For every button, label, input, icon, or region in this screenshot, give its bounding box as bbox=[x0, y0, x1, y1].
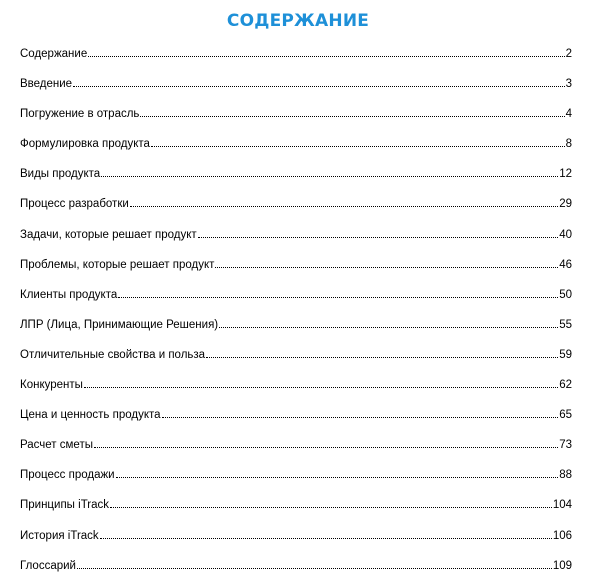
toc-page-number[interactable]: 12 bbox=[559, 168, 572, 181]
toc-dot-leader bbox=[130, 205, 558, 207]
toc-dot-leader bbox=[162, 416, 559, 418]
toc-entry-title[interactable]: Введение bbox=[20, 78, 73, 91]
toc-entry-title[interactable]: Цена и ценность продукта bbox=[20, 409, 161, 422]
toc-entry-title[interactable]: Принципы iTrack bbox=[20, 499, 110, 512]
toc-entry-title[interactable]: Проблемы, которые решает продукт bbox=[20, 258, 215, 271]
toc-heading: СОДЕРЖАНИЕ bbox=[226, 11, 370, 31]
toc-dot-leader bbox=[100, 537, 552, 539]
toc-entry[interactable] bbox=[20, 196, 572, 226]
toc-entry-title[interactable]: Процесс продажи bbox=[20, 469, 115, 482]
toc-entry-title[interactable]: Содержание bbox=[20, 48, 88, 60]
toc-entry[interactable] bbox=[20, 136, 572, 166]
toc-dot-leader bbox=[73, 85, 565, 87]
toc-page-number[interactable]: 109 bbox=[552, 559, 572, 572]
toc-page-number[interactable]: 88 bbox=[559, 469, 572, 482]
toc-dot-leader bbox=[215, 266, 558, 268]
toc-page-number[interactable]: 104 bbox=[552, 499, 572, 512]
toc-entry[interactable] bbox=[20, 166, 572, 196]
toc-entry-title[interactable]: Процесс разработки bbox=[20, 198, 129, 211]
toc-dot-leader bbox=[88, 55, 564, 57]
toc-page-number[interactable]: 106 bbox=[552, 529, 572, 542]
toc-entry[interactable] bbox=[20, 558, 572, 588]
toc-dot-leader bbox=[151, 145, 565, 147]
toc-dot-leader bbox=[77, 567, 552, 569]
toc-entry-title[interactable]: ЛПР (Лица, Принимающие Решения) bbox=[20, 318, 219, 331]
toc-entry-title[interactable]: История iTrack bbox=[20, 529, 99, 542]
toc-entry-title[interactable]: Глоссарий bbox=[20, 559, 76, 572]
toc-entry[interactable] bbox=[20, 497, 572, 527]
toc-entry[interactable] bbox=[20, 46, 572, 76]
toc-dot-leader bbox=[118, 296, 558, 298]
toc-entry[interactable] bbox=[20, 347, 572, 377]
toc-entry-title[interactable]: Расчет сметы bbox=[20, 439, 93, 452]
toc-page-number[interactable]: 59 bbox=[559, 348, 572, 361]
toc-page-number[interactable]: 3 bbox=[565, 78, 572, 91]
toc-dot-leader bbox=[198, 236, 559, 238]
toc-page-number[interactable]: 29 bbox=[559, 198, 572, 211]
toc-page-number[interactable]: 55 bbox=[559, 318, 572, 331]
toc-entry[interactable] bbox=[20, 257, 572, 287]
toc-page-number[interactable]: 8 bbox=[565, 138, 572, 151]
toc-page-number[interactable]: 73 bbox=[559, 439, 572, 452]
toc-entry[interactable] bbox=[20, 227, 572, 257]
toc-entry[interactable] bbox=[20, 377, 572, 407]
toc-entry-title[interactable]: Погружение в отрасль bbox=[20, 108, 140, 121]
toc-page-number[interactable]: 40 bbox=[559, 228, 572, 241]
toc-entry[interactable] bbox=[20, 407, 572, 437]
toc-dot-leader bbox=[94, 446, 558, 448]
toc-page-number[interactable]: 4 bbox=[565, 108, 572, 121]
toc-entry[interactable] bbox=[20, 106, 572, 136]
toc-entry[interactable] bbox=[20, 467, 572, 497]
toc-page-number[interactable]: 65 bbox=[559, 409, 572, 422]
toc-entry[interactable] bbox=[20, 437, 572, 467]
toc-page-number[interactable]: 46 bbox=[559, 258, 572, 271]
toc-list bbox=[20, 46, 572, 588]
toc-dot-leader bbox=[101, 175, 558, 177]
toc-dot-leader bbox=[84, 386, 558, 388]
toc-entry[interactable] bbox=[20, 76, 572, 106]
toc-entry[interactable] bbox=[20, 317, 572, 347]
toc-entry-title[interactable]: Формулировка продукта bbox=[20, 138, 150, 151]
toc-dot-leader bbox=[116, 476, 559, 478]
toc-dot-leader bbox=[140, 115, 564, 117]
toc-page-number[interactable]: 62 bbox=[559, 379, 572, 392]
toc-entry-title[interactable]: Конкуренты bbox=[20, 379, 83, 392]
toc-entry-title[interactable]: Виды продукта bbox=[20, 168, 101, 181]
toc-page-number[interactable]: 2 bbox=[565, 48, 572, 60]
toc-dot-leader bbox=[206, 356, 558, 358]
toc-entry-title[interactable]: Отличительные свойства и польза bbox=[20, 348, 206, 361]
toc-entry[interactable] bbox=[20, 528, 572, 558]
toc-page-number[interactable]: 50 bbox=[559, 288, 572, 301]
toc-entry[interactable] bbox=[20, 287, 572, 317]
toc-entry-title[interactable]: Клиенты продукта bbox=[20, 288, 118, 301]
toc-entry-title[interactable]: Задачи, которые решает продукт bbox=[20, 228, 197, 241]
toc-dot-leader bbox=[219, 326, 558, 328]
toc-dot-leader bbox=[110, 506, 552, 508]
